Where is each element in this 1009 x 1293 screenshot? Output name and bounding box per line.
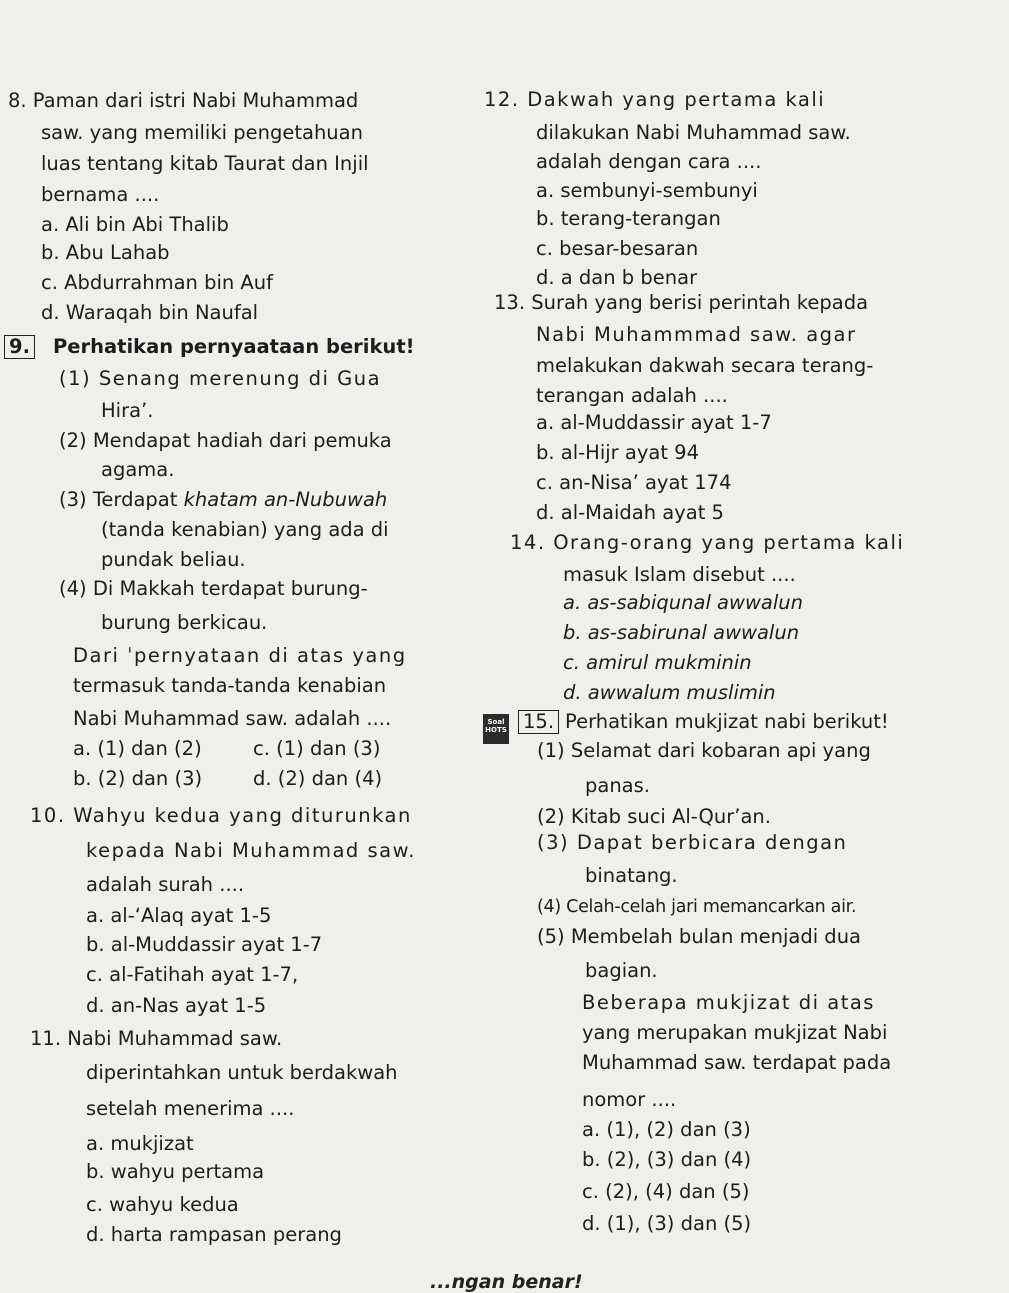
hots-badge: Soal HOTS <box>483 714 509 744</box>
question-8-text-line: saw. yang memiliki pengetahuan <box>41 121 363 144</box>
question-15-text-line: panas. <box>585 774 650 797</box>
question-9-text-line: (tanda kenabian) yang ada di <box>101 518 389 541</box>
question-9-number: 9. <box>4 335 35 359</box>
question-14-option-b[interactable] <box>563 620 799 648</box>
question-15-text-line: (5) Membelah bulan menjadi dua <box>537 925 861 948</box>
question-14-option-c-text: c. amirul mukminin <box>563 651 752 674</box>
question-15-text-line: (2) Kitab suci Al-Qur’an. <box>537 805 771 828</box>
question-9-title: Perhatikan pernyaataan berikut! <box>52 335 415 358</box>
question-12-option-b[interactable]: b. terang-terangan <box>536 207 721 230</box>
question-12-option-a[interactable]: a. sembunyi-sembunyi <box>536 179 758 202</box>
question-14-text-line: 14. Orang-orang yang pertama kali <box>510 531 905 554</box>
question-15-heading <box>518 709 889 737</box>
question-15-option-c[interactable]: c. (2), (4) dan (5) <box>582 1180 750 1203</box>
question-9-text-line: (1) Senang merenung di Gua <box>59 367 382 390</box>
question-8-option-d[interactable]: d. Waraqah bin Naufal <box>41 301 259 324</box>
question-9-option-a[interactable]: a. (1) dan (2) <box>73 737 202 760</box>
question-13-option-a[interactable]: a. al-Muddassir ayat 1-7 <box>536 411 772 434</box>
question-15-text-line: (1) Selamat dari kobaran api yang <box>537 739 871 762</box>
question-13-text-line: 13. Surah yang berisi perintah kepada <box>494 291 869 314</box>
question-11-option-b[interactable]: b. wahyu pertama <box>86 1160 265 1183</box>
question-11-option-d[interactable]: d. harta rampasan perang <box>86 1223 342 1246</box>
question-14-text-line: masuk Islam disebut .... <box>563 563 796 586</box>
question-9-italic-term: khatam an-Nubuwah <box>183 488 388 511</box>
question-14-option-b-text: b. as-sabirunal awwalun <box>563 621 800 644</box>
question-14-option-d[interactable] <box>563 680 776 708</box>
question-12-option-d[interactable]: d. a dan b benar <box>536 266 698 289</box>
question-14-option-c[interactable] <box>563 650 752 678</box>
question-15-text-line: nomor .... <box>582 1088 677 1111</box>
question-9-option-d[interactable]: d. (2) dan (4) <box>253 767 383 790</box>
question-15-text-line: (4) Celah-celah jari memancarkan air. <box>537 897 857 917</box>
question-9-text-line: burung berkicau. <box>101 611 268 634</box>
question-8-text-line: bernama .... <box>41 183 160 206</box>
question-9-text-line <box>59 487 387 515</box>
question-13-option-d[interactable]: d. al-Maidah ayat 5 <box>536 501 724 524</box>
question-10-option-d[interactable]: d. an-Nas ayat 1-5 <box>86 994 267 1017</box>
question-8-option-b[interactable]: b. Abu Lahab <box>41 241 170 264</box>
question-15-text-line: Muhammad saw. terdapat pada <box>582 1051 892 1074</box>
question-9-text-line: (4) Di Makkah terdapat burung- <box>59 577 368 600</box>
question-9-heading <box>4 334 415 362</box>
question-9-text-part: (3) Terdapat <box>59 488 178 511</box>
question-11-option-c[interactable]: c. wahyu kedua <box>86 1193 239 1216</box>
question-15-text-line: binatang. <box>585 864 678 887</box>
question-13-text-line: melakukan dakwah secara terang- <box>536 354 874 377</box>
question-14-option-a[interactable] <box>563 590 803 618</box>
question-12-option-c[interactable]: c. besar-besaran <box>536 237 699 260</box>
question-10-text-line: adalah surah .... <box>86 873 245 896</box>
question-14-option-a-text: a. as-sabiqunal awwalun <box>563 591 803 614</box>
question-8-text-line: 8. Paman dari istri Nabi Muhammad <box>8 89 359 112</box>
question-14-option-d-text: d. awwalum muslimin <box>563 681 776 704</box>
question-15-number: 15. <box>518 710 559 734</box>
question-15-text-line: (3) Dapat berbicara dengan <box>537 831 848 854</box>
question-15-text-line: bagian. <box>585 959 658 982</box>
question-9-text-line: agama. <box>101 458 175 481</box>
question-11-text-line: diperintahkan untuk berdakwah <box>86 1061 398 1084</box>
question-8-option-a[interactable]: a. Ali bin Abi Thalib <box>41 213 229 236</box>
question-12-text-line: adalah dengan cara .... <box>536 150 762 173</box>
question-9-text-line: termasuk tanda-tanda kenabian <box>73 674 387 697</box>
question-10-option-b[interactable]: b. al-Muddassir ayat 1-7 <box>86 933 323 956</box>
question-13-text-line: Nabi Muhammmad saw. agar <box>536 323 857 346</box>
question-10-text-line: 10. Wahyu kedua yang diturunkan <box>30 804 412 827</box>
question-11-text-line: 11. Nabi Muhammad saw. <box>30 1027 283 1050</box>
question-10-option-c[interactable]: c. al-Fatihah ayat 1-7, <box>86 963 299 986</box>
question-9-option-c[interactable]: c. (1) dan (3) <box>253 737 381 760</box>
question-13-text-line: terangan adalah .... <box>536 384 728 407</box>
question-8-option-c[interactable]: c. Abdurrahman bin Auf <box>41 271 273 294</box>
question-12-text-line: 12. Dakwah yang pertama kali <box>484 88 826 111</box>
question-9-text-line: Nabi Muhammad saw. adalah .... <box>73 707 392 730</box>
question-10-text-line: kepada Nabi Muhammad saw. <box>86 839 416 862</box>
cut-off-footer-text: ...ngan benar! <box>430 1271 583 1293</box>
question-15-option-a[interactable]: a. (1), (2) dan (3) <box>582 1118 751 1141</box>
question-9-text-line: Dari ˈpernyataan di atas yang <box>73 644 407 667</box>
question-11-text-line: setelah menerima .... <box>86 1097 295 1120</box>
question-12-text-line: dilakukan Nabi Muhammad saw. <box>536 121 851 144</box>
question-15-text-line: yang merupakan mukjizat Nabi <box>582 1021 888 1044</box>
question-11-option-a[interactable]: a. mukjizat <box>86 1132 194 1155</box>
question-15-title: Perhatikan mukjizat nabi berikut! <box>565 710 889 733</box>
question-13-option-b[interactable]: b. al-Hijr ayat 94 <box>536 441 699 464</box>
question-15-option-d[interactable]: d. (1), (3) dan (5) <box>582 1212 752 1235</box>
question-10-option-a[interactable]: a. al-‘Alaq ayat 1-5 <box>86 904 272 927</box>
question-9-text-line: pundak beliau. <box>101 548 246 571</box>
question-9-text-line: (2) Mendapat hadiah dari pemuka <box>59 429 392 452</box>
question-8-text-line: luas tentang kitab Taurat dan Injil <box>41 152 369 175</box>
question-9-option-b[interactable]: b. (2) dan (3) <box>73 767 203 790</box>
question-15-option-b[interactable]: b. (2), (3) dan (4) <box>582 1148 752 1171</box>
question-15-text-line: Beberapa mukjizat di atas <box>582 991 875 1014</box>
question-9-text-line: Hira’. <box>101 399 154 422</box>
question-13-option-c[interactable]: c. an-Nisa’ ayat 174 <box>536 471 732 494</box>
